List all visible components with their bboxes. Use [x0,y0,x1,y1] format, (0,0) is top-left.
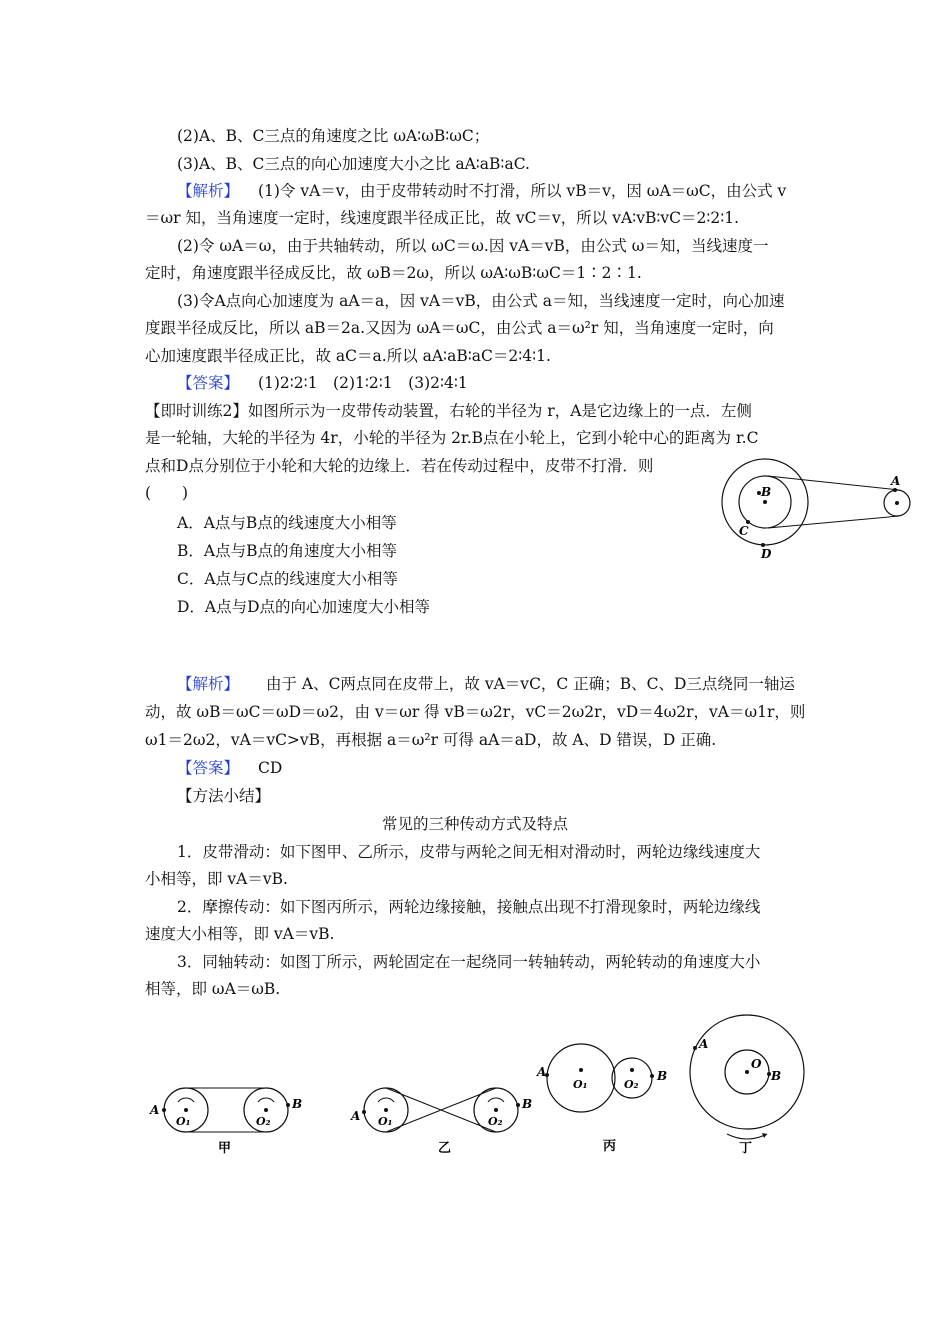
svg-text:O₁: O₁ [176,1115,191,1128]
svg-text:O: O [751,1057,762,1071]
exercise-line: 【即时训练2】如图所示为一皮带传动装置，右轮的半径为 r，A是它边缘上的一点．左侧 [145,402,752,420]
solution-line: 动，故 ωB＝ωC＝ωD＝ω2，由 v＝ωr 得 vB＝ω2r，vC＝2ω2r，vD＝4ω2r，vA＝ω1r，则 [145,703,806,721]
svg-text:B: B [292,1097,303,1111]
summary-line: 相等，即 ωA＝ωB. [145,980,281,998]
svg-text:O₂: O₂ [256,1115,271,1128]
svg-text:A: A [351,1109,361,1123]
summary-line: 1．皮带滑动：如下图甲、乙所示，皮带与两轮之间无相对滑动时，两轮边缘线速度大 [177,843,761,861]
solution-line: 【解析】 由于 A、C两点同在皮带上，故 vA＝vC，C 正确；B、C、D三点绕同一轴运 [177,675,795,693]
solution-line: (3)令A点向心加速度为 aA＝a，因 vA＝vB，由公式 a＝知，当线速度一定时，向心加速 [177,292,785,310]
svg-text:D: D [761,547,772,561]
answer-tag: 【答案】 [177,759,240,777]
option-d: D．A点与D点的向心加速度大小相等 [177,598,431,616]
exercise-line: 是一轮轴，大轮的半径为 4r，小轮的半径为 2r.B点在小轮上，它到小轮中心的距离为 r.C [145,429,759,447]
figure-yi [348,1080,538,1160]
svg-text:B: B [771,1069,782,1083]
method-summary-heading: 【方法小结】 [177,787,271,805]
option-a: A．A点与B点的线速度大小相等 [177,514,397,532]
solution-line: ω1＝2ω2，vA＝vC>vB，再根据 a＝ω²r 可得 aA＝aD，故 A、D 错误，D 正确. [145,731,717,749]
solution-line: 【解析】 (1)令 vA＝v，由于皮带转动时不打滑，所以 vB＝v，因 ωA＝ωC，由公式 v [177,182,787,200]
svg-text:丙: 丙 [603,1139,617,1154]
svg-text:C: C [739,524,749,538]
solution-line: ＝ωr 知，当角速度一定时，线速度跟半径成正比，故 vC＝v，所以 vA∶vB∶vC＝2∶2∶1. [145,209,740,227]
svg-text:A: A [537,1065,547,1079]
solution-tag: 【解析】 [177,182,240,200]
figure-ding [685,1012,825,1157]
answer-blank: ( ) [145,484,189,502]
figure-bing [535,1040,685,1160]
answer-tag: 【答案】 [177,374,240,392]
svg-text:O₁: O₁ [378,1115,393,1128]
option-b: B．A点与B点的角速度大小相等 [177,542,397,560]
svg-text:B: B [657,1069,668,1083]
belt-bottom [768,516,899,528]
svg-text:A: A [699,1037,709,1051]
figure-jia [148,1080,308,1160]
solution-line: 定时，角速度跟半径成反比，故 ωB＝2ω，所以 ωA∶ωB∶ωC＝1∶2∶1. [145,264,642,282]
solution-tag: 【解析】 [177,675,240,693]
svg-text:B: B [761,485,772,499]
solution-line: 度跟半径成反比，所以 aB＝2a.又因为 ωA＝ωC，由公式 a＝ω²r 知，当角速度一定时，向 [145,319,774,337]
question-part-2: (2)A、B、C三点的角速度之比 ωA∶ωB∶ωC； [177,127,490,145]
svg-text:A: A [150,1103,160,1117]
question-part-3: (3)A、B、C三点的向心加速度大小之比 aA∶aB∶aC. [177,155,530,173]
svg-text:O₂: O₂ [488,1115,503,1128]
exercise-line: 点和D点分别位于小轮和大轮的边缘上．若在传动过程中，皮带不打滑．则 [145,457,654,475]
svg-text:A: A [891,474,901,488]
svg-text:丁: 丁 [739,1141,753,1156]
svg-text:O₁: O₁ [573,1078,588,1091]
section-title: 常见的三种传动方式及特点 [381,815,568,833]
solution-line: 心加速度跟半径成正比，故 aC＝a.所以 aA∶aB∶aC＝2∶4∶1. [145,347,551,365]
option-c: C．A点与C点的线速度大小相等 [177,570,398,588]
svg-text:O₂: O₂ [624,1078,639,1091]
summary-line: 小相等，即 vA＝vB. [145,870,288,888]
summary-line: 3．同轴转动：如图丁所示，两轮固定在一起绕同一转轴转动，两轮转动的角速度大小 [177,953,761,971]
belt-drive-figure [715,455,915,565]
svg-text:乙: 乙 [438,1141,452,1156]
answer-line: 【答案】 (1)2∶2∶1 (2)1∶2∶1 (3)2∶4∶1 [177,374,468,392]
belt-top [768,476,899,490]
svg-text:甲: 甲 [218,1141,232,1156]
solution-line: (2)令 ωA＝ω，由于共轴转动，所以 ωC＝ω.因 vA＝vB，由公式 ω＝知，当线速度一 [177,237,769,255]
summary-line: 2．摩擦传动：如下图丙所示，两轮边缘接触，接触点出现不打滑现象时，两轮边缘线 [177,898,761,916]
summary-line: 速度大小相等，即 vA＝vB. [145,925,335,943]
svg-text:B: B [522,1097,533,1111]
answer-line: 【答案】 CD [177,759,283,777]
